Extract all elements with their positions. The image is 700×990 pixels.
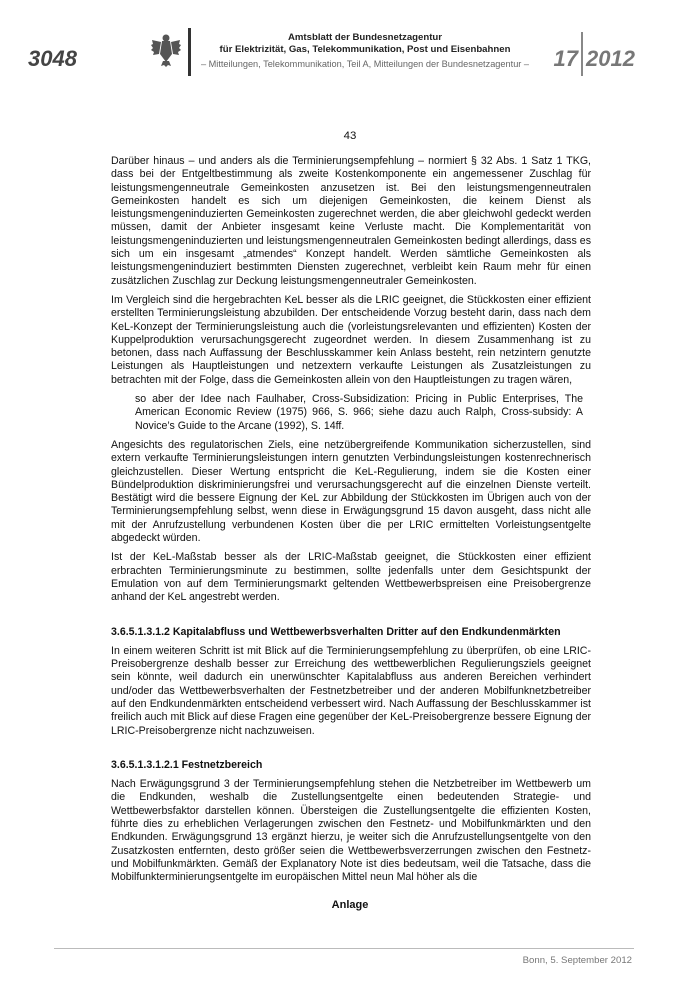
page-header: [0, 0, 700, 90]
attachment-label: Anlage: [331, 899, 369, 911]
document-page-ref: 43: [343, 130, 357, 142]
paragraph: Ist der KeL-Maßstab besser als der LRIC-Maßstab geeignet, die Stückkosten einer effizient erbrachten Terminierungsminute zu bestimmen, sollte jedenfalls unter dem Gesichtspunkt der Emulation von auf dem Terminierungsmarkt geltenden Wettbewerbspreisen eine Preisobergrenze anhand der KeL angestrebt werden.: [111, 551, 591, 604]
publisher-title: Amtsblatt der Bundesnetzagentur: [287, 32, 443, 43]
federal-eagle-icon: [150, 32, 182, 68]
footer-divider: [54, 948, 634, 949]
paragraph: Darüber hinaus – und anders als die Terminierungsempfehlung – normiert § 32 Abs. 1 Satz 1 TKG, dass bei der Entgeltbestimmung als zweite Kostenkomponente ein angemessener Zuschlag für leistungsmengenneutrale Gemeinkosten anzusetzen ist. Bei den leistungsmengenneutralen Gemeinkosten handelt es sich um diejenigen Gemeinkosten, die keinem Dienst als leistungsmengeninduzierten Gemeinkosten zugerechnet werden, die aber gleichwohl gedeckt werden müssen, damit der Anbieter insgesamt keine Verluste macht. Die Komplementarität von leistungsmengeninduzierten und leistungsmengenneutralen Gemeinkosten bedingt allerdings, dass es sich um ein insgesamt „atmendes“ Konzept handelt. Werden sämtliche Gemeinkosten als leistungsmengeninduziert bestimmten Diensten zugerechnet, verbleibt kein Raum mehr für einen zusätzlichen Zuschlag zur Deckung leistungsmengenneutraler Gemeinkosten.: [111, 155, 591, 287]
footer-date: Bonn, 5. September 2012: [522, 955, 632, 966]
issue-number: 17: [553, 46, 578, 71]
paragraph: Nach Erwägungsgrund 3 der Terminierungsempfehlung stehen die Netzbetreiber im Wettbewerb um die Endkunden, weshalb die Zustellungsentgelte einen bedeutenden Strategie- und Wettbewerbsfaktor darstellen können. Übersteigen die Zustellungsentgelte die effizienten Kosten, führte dies zu erheblichen Verlagerungen zwischen den Festnetz- und Mobilfunkmärkten und den Endkunden. Erwägungsgrund 13 ergänzt hierzu, je weiter sich die Anrufzustellungsentgelte von den Zusatzkosten entfernten, desto größer seien die Wettbewerbsverzerrungen zwischen den Festnetz- und Mobilfunkmärkten. Gemäß der Explanatory Note ist dies bedeutsam, weil die Tatsache, dass die Mobilfunkterminierungsentgelte im europäischen Mittel neun Mal höher als die: [111, 778, 591, 884]
section-line: – Mitteilungen, Telekommunikation, Teil A, Mitteilungen der Bundesnetzagentur –: [200, 59, 530, 69]
subsection-heading: 3.6.5.1.3.1.2.1 Festnetzbereich: [111, 758, 263, 771]
year-divider: [581, 32, 583, 76]
paragraph: Im Vergleich sind die hergebrachten KeL besser als die LRIC geeignet, die Stückkosten einer effizient erstellten Terminierungsleistung abzubilden. Der entscheidende Vorzug besteht darin, dass nach dem KeL-Konzept der Terminierungsleistung auch die (vorleistungsrelevanten und effizienten) Kosten der Kuppelproduktion verursachungsgerecht zugeordnet werden. In diesem Zusammenhang ist zu betonen, dass nach Auffassung der Beschlusskammer kein Anlass besteht, rein netzintern genutzte Leistungen als Hauptleistungen und netzextern verkaufte Leistungen als Zusatzleistungen zu betrachten mit der Folge, dass die Gemeinkosten allein von den Hauptleistungen zu tragen wären,: [111, 293, 591, 386]
issue-year: 2012: [586, 46, 635, 71]
document-body: [111, 155, 591, 891]
header-divider: [188, 28, 191, 76]
quoted-reference: so aber der Idee nach Faulhaber, Cross-Subsidization: Pricing in Public Enterprises, The American Economic Review (1975) 966, S. 966; siehe dazu auch Ralph, Cross-subsidy: A Novice’s Guide to the Arcane (1992), S. 14ff.: [135, 393, 583, 432]
page-number: 3048: [28, 46, 77, 71]
paragraph: In einem weiteren Schritt ist mit Blick auf die Terminierungsempfehlung zu überprüfen, ob eine LRIC-Preisobergrenze deshalb besser zur Erreichung des wettbewerblichen Regulierungsziels geeignet sein könnte, weil dadurch ein unerwünschter Kapitalabfluss aus anderen Bereichen verhindert und/oder das Wettbewerbsverhalten der Festnetzbetreiber und der anderen Mobilfunknetzbetreiber auf den Endkundenmärkten entscheidend verbessert wird. Nach Auffassung der Beschlusskammer ist freilich auch mit Blick auf diese Fragen eine gegenüber der KeL-Preisobergrenze bessere Eignung der LRIC-Preisobergrenze nicht nachzuweisen.: [111, 644, 591, 737]
publisher-subtitle: für Elektrizität, Gas, Telekommunikation, Post und Eisenbahnen: [219, 44, 511, 55]
section-heading: 3.6.5.1.3.1.2 Kapitalabfluss und Wettbewerbsverhalten Dritter auf den Endkundenmärkten: [111, 625, 561, 638]
paragraph: Angesichts des regulatorischen Ziels, eine netzübergreifende Kommunikation sicherzustellen, sind extern verkaufte Terminierungsleistungen intern genutzten Verbindungsleistungen kostenrechnerisch gleichzustellen. Dieser Wertung entspricht die KeL-Regulierung, indem sie die Kosten einer Bündelproduktion diskriminierungsfrei und verursachungsgerecht auf die einzelnen Dienste verteilt. Bestätigt wird die bessere Eignung der KeL zur Abbildung der Stückkosten im Übrigen auch von der Terminierungsempfehlung selbst, wenn diese in Erwägungsgrund 15 davon ausgeht, dass nicht alle mit der Anrufzustellung verbundenen Kosten über die per LRIC ermittelten Vorleistungsentgelte abgedeckt würden.: [111, 438, 591, 545]
